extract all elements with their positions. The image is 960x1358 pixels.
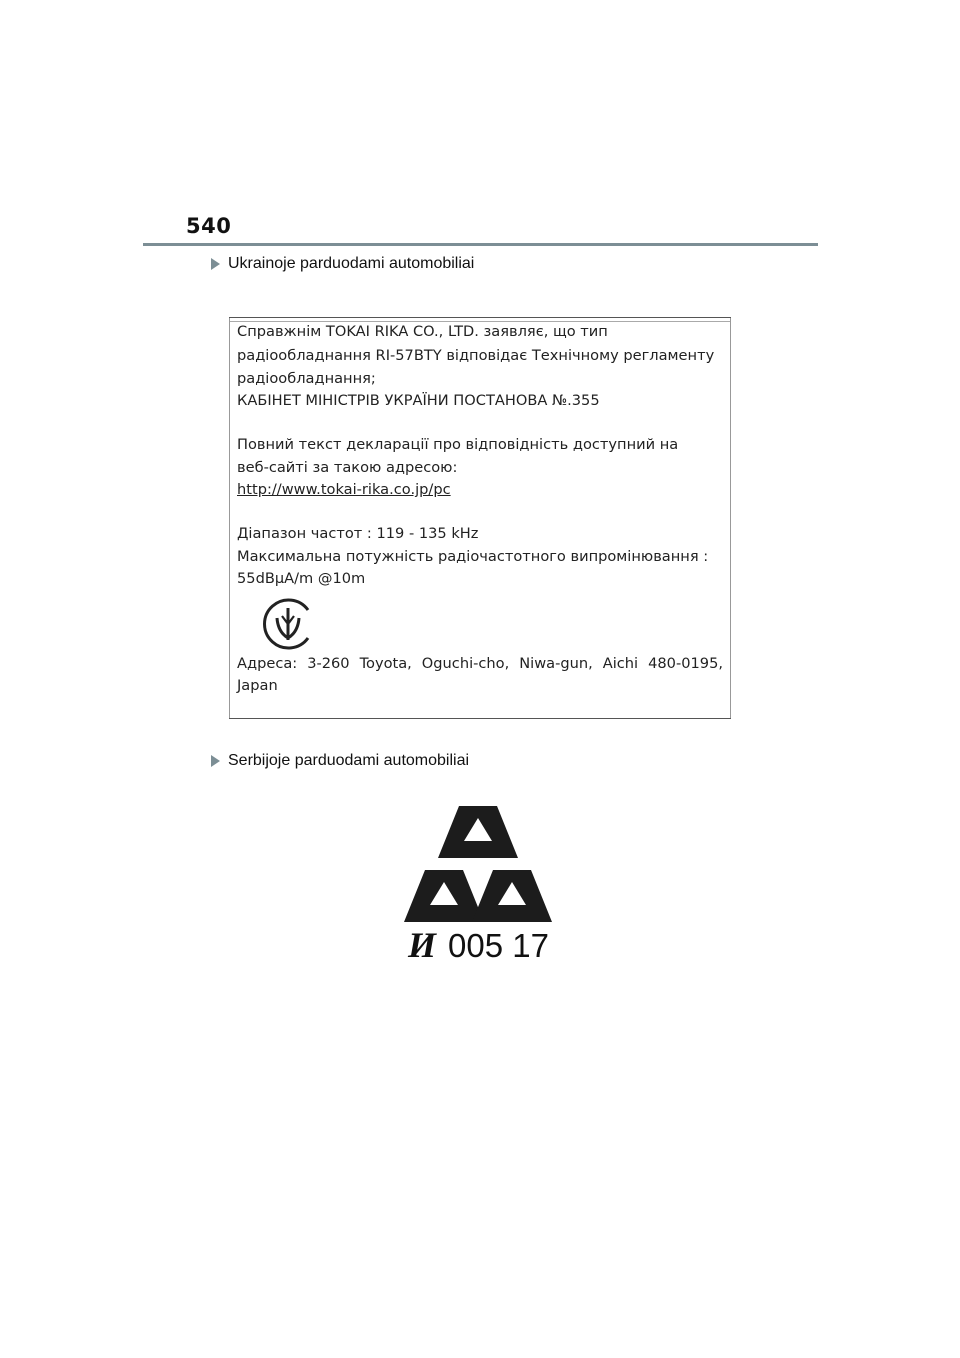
serbian-triangle-mark-icon <box>398 800 558 925</box>
ukrainian-conformity-mark-icon <box>260 596 316 652</box>
declaration-line: Справжнім TOKAI RIKA CO., LTD. заявляє, що тип <box>237 323 608 340</box>
declaration-line: радіообладнання RI-57BTY відповідає Технічному регламенту <box>237 347 715 364</box>
header-rule <box>143 243 818 246</box>
declaration-line: 55dBµA/m @10m <box>237 570 366 587</box>
declaration-line: радіообладнання; <box>237 370 376 387</box>
triangle-right-icon <box>211 755 220 767</box>
declaration-line: Japan <box>237 677 278 694</box>
declaration-box <box>229 317 731 719</box>
serbia-approval-number: 005 17 <box>448 927 549 964</box>
declaration-line: Адреса: 3-260 Toyota, Oguchi-cho, Niwa-gun, Aichi 480-0195, <box>237 655 723 672</box>
section-heading-label: Serbijoje parduodami automobiliai <box>228 752 470 769</box>
page-number: 540 <box>186 214 232 238</box>
declaration-line: Максимальна потужність радіочастотного випромінювання : <box>237 548 709 565</box>
declaration-line: Повний текст декларації про відповідність доступний на <box>237 436 679 453</box>
section-heading-ukraine <box>211 255 474 273</box>
declaration-url-link[interactable]: http://www.tokai-rika.co.jp/pc <box>237 481 451 498</box>
section-heading-serbia <box>211 752 469 770</box>
serbia-approval-letter: И <box>408 925 437 965</box>
declaration-line: веб-сайті за такою адресою: <box>237 459 458 476</box>
triangle-right-icon <box>211 258 220 270</box>
declaration-line: Діапазон частот : 119 - 135 kHz <box>237 525 479 542</box>
section-heading-label: Ukrainoje parduodami automobiliai <box>228 255 475 272</box>
serbia-approval-code <box>408 924 549 966</box>
declaration-line: КАБІНЕТ МІНІСТРІВ УКРАЇНИ ПОСТАНОВА №.355 <box>237 392 600 409</box>
